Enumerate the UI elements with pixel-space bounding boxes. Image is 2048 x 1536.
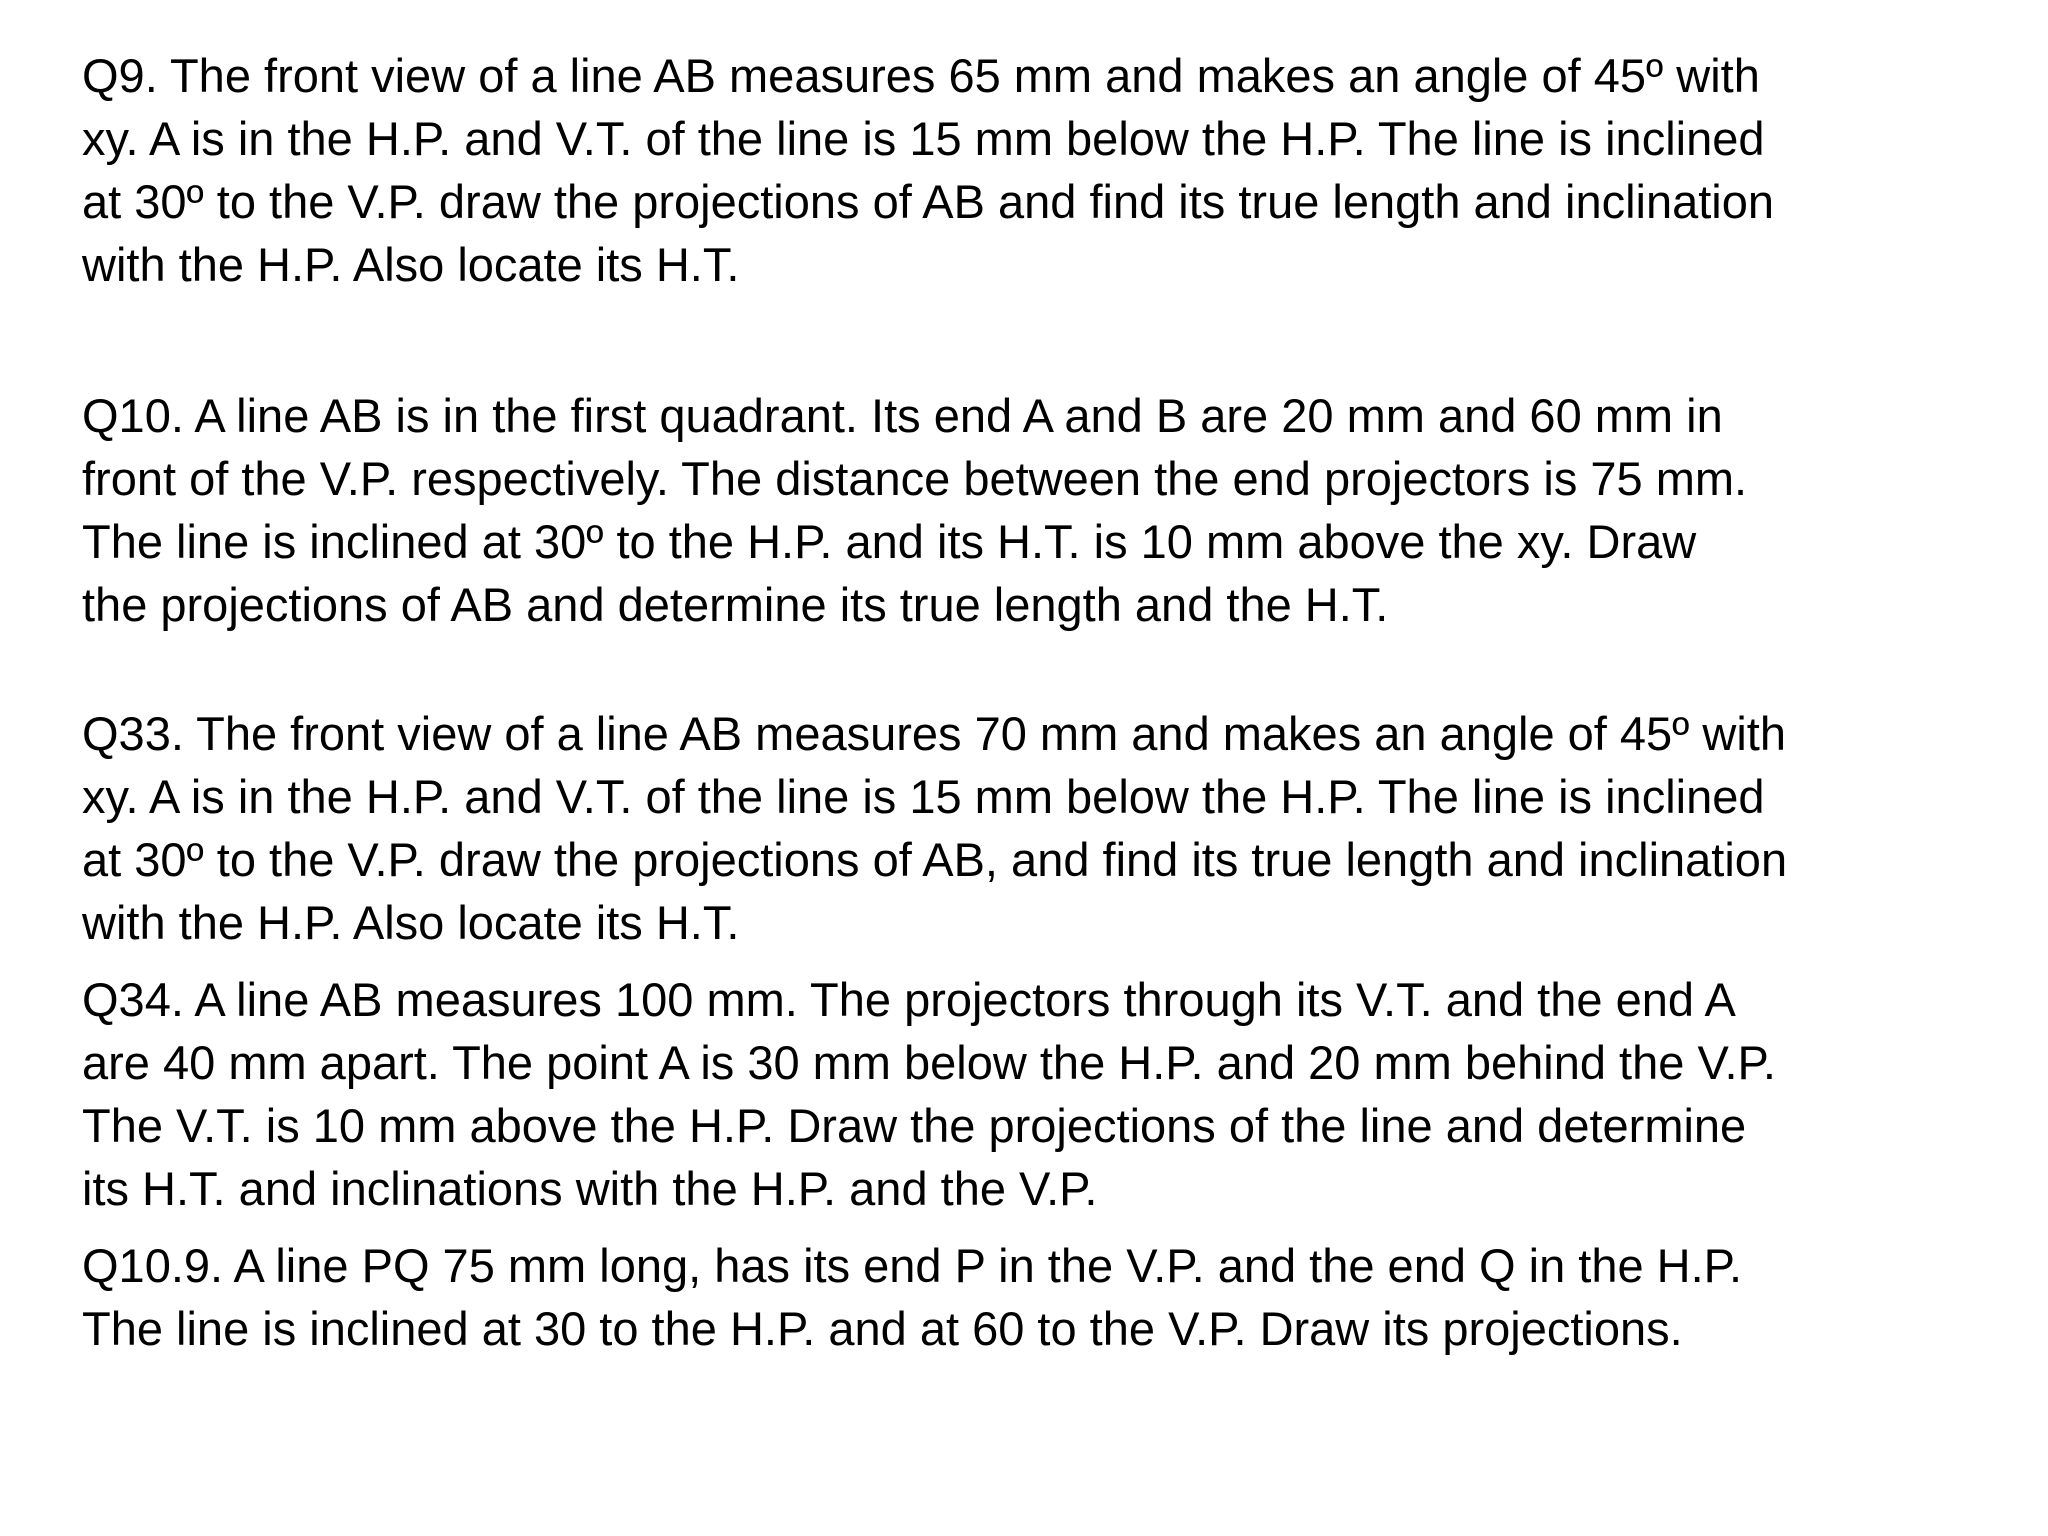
question-q10-9: Q10.9. A line PQ 75 mm long, has its end P in the V.P. and the end Q in the H.P. The line is inclined at 30 to the H.P. and at 60 to the V.P. Draw its projections.: [82, 1239, 1743, 1355]
question-q10: Q10. A line AB is in the first quadrant. Its end A and B are 20 mm and 60 mm in front of the V.P. respectively. The distance between the end projectors is 75 mm. The line is inclined at 30º to the H.P. and its H.T. is 10 mm above the xy. Draw the projections of AB and determine its true length and the H.T.: [82, 389, 1748, 631]
question-q33: Q33. The front view of a line AB measures 70 mm and makes an angle of 45º with xy. A is in the H.P. and V.T. of the line is 15 mm below the H.P. The line is inclined at 30º to the V.P. draw the projections of AB, and find its true length and inclination with the H.P. Also locate its H.T.: [82, 707, 1788, 949]
question-q9: Q9. The front view of a line AB measures 65 mm and makes an angle of 45º with xy. A is in the H.P. and V.T. of the line is 15 mm below the H.P. The line is inclined at 30º to the V.P. draw the projections of AB and find its true length and inclination with the H.P. Also locate its H.T.: [82, 49, 1775, 291]
question-sheet: [82, 44, 2002, 1360]
question-q34: Q34. A line AB measures 100 mm. The projectors through its V.T. and the end A are 40 mm apart. The point A is 30 mm below the H.P. and 20 mm behind the V.P. The V.T. is 10 mm above the H.P. Draw the projections of the line and determine its H.T. and inclinations with the H.P. and the V.P.: [82, 973, 1776, 1215]
